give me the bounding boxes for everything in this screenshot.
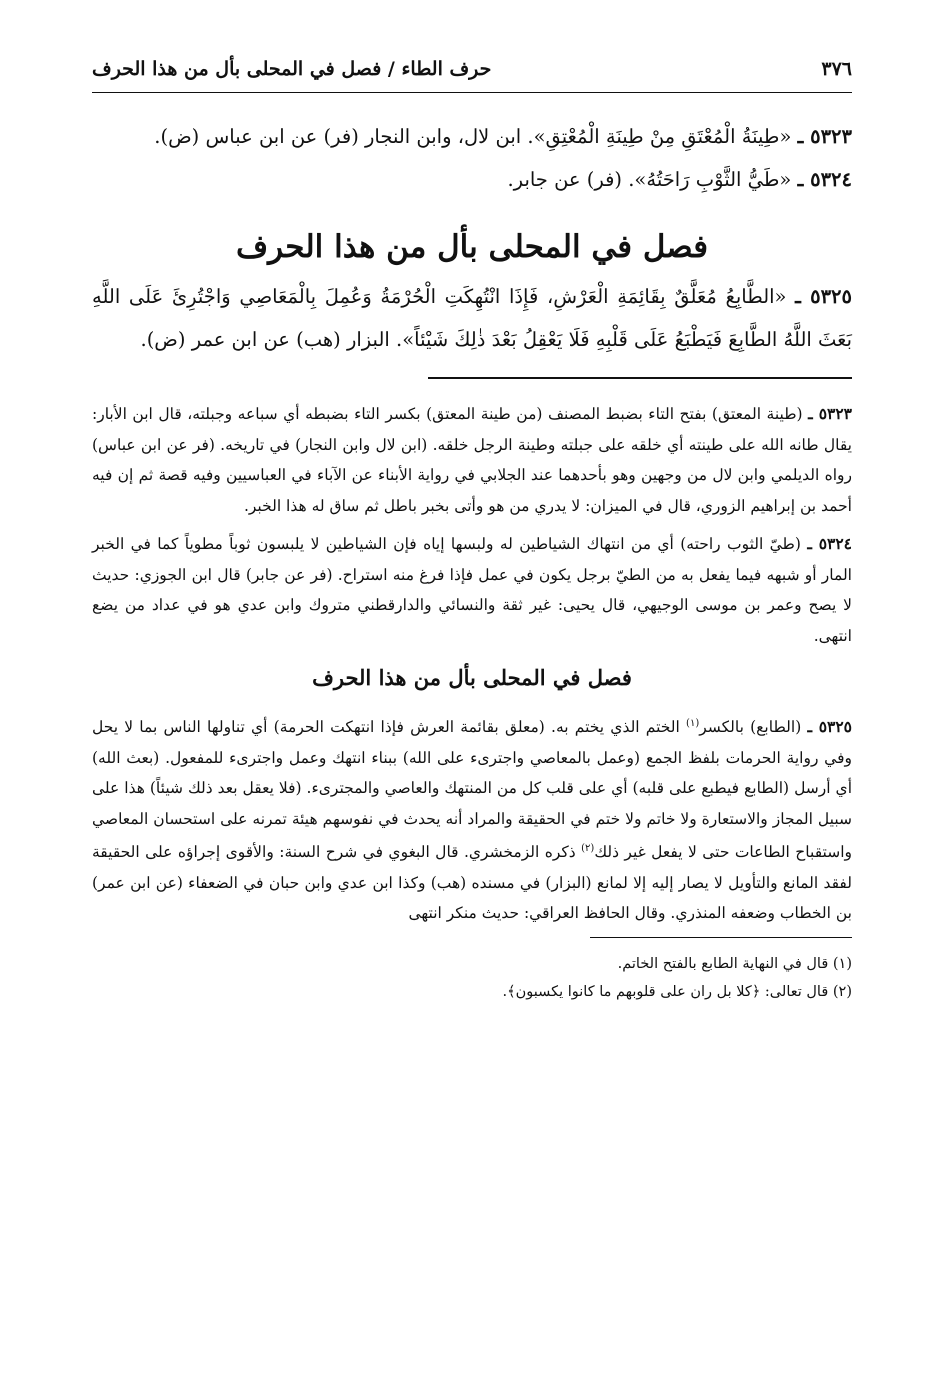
commentary-text: (طينة المعتق) بفتح التاء بضبط المصنف (من طينة المعتق) بكسر التاء بضبطه أي سباعه وجبلته، قال ابن الأبار: يقال طانه الله على طينته أي خلقه على جبلته وطينة الرجل خلقه. (ابن لال وابن النجار) في تاريخه. (فر عن ابن عباس) رواه الديلمي وابن لال من وجهين وهو بأحدهما عند الجلابي في رواية الأبناء عن الآباء في العباسيين وفيه قصة ثم إن فيه أحمد بن إبراهيم الزوري، قال في الميزان: لا يدري من هو وأتى بخبر باطل ثم ساق له هذا الخبر.	[92, 405, 852, 515]
commentary-text-part3: ذكره الزمخشري. قال البغوي في شرح السنة: والأقوى إجراؤه على الحقيقة لفقد المانع والتأويل لا يصار إليه إلا لمانع (البزار) في مسنده (هب) وكذا ابن عدي وابن حبان في الضعفاء (عن ابن عمر) بن الخطاب وضعفه المنذري. وقال الحافظ العراقي: حديث منكر انتهى	[92, 843, 852, 923]
page-number: ٣٧٦	[821, 58, 852, 80]
hadith-text: «طَيُّ الثَّوْبِ رَاحَتُهُ». (فر) عن جابر.	[507, 168, 792, 191]
commentary-5323	[92, 399, 852, 521]
section-title: فصل في المحلى بأل من هذا الحرف	[235, 229, 709, 265]
footnote-ref-2[interactable]: (٢)	[581, 843, 595, 855]
running-header	[92, 52, 852, 93]
header-title: حرف الطاء / فصل في المحلى بأل من هذا الحرف	[92, 58, 492, 80]
commentary-5324	[92, 529, 852, 651]
commentary-number: ٥٣٢٤ ـ	[807, 534, 852, 553]
hadith-5325	[92, 275, 852, 361]
hadith-text: «طِينَةُ الْمُعْتَقِ مِنْ طِينَةِ الْمُعْتِقِ». ابن لال، وابن النجار (فر) عن ابن عباس (ض).	[154, 125, 792, 148]
hadith-number: ٥٣٢٣ ـ	[797, 125, 852, 148]
footnote-divider	[590, 937, 852, 938]
footnote-2: (٢) قال تعالى: ﴿كلا بل ران على قلوبهم ما كانوا يكسبون﴾.	[502, 983, 852, 1000]
commentary-section-title: فصل في المحلى بأل من هذا الحرف	[312, 665, 632, 690]
footnote-1: (١) قال في النهاية الطابع بالفتح الخاتم.	[617, 955, 852, 972]
hadith-5323	[92, 115, 852, 158]
commentary-text-part1: (الطابع) بالكسر	[699, 718, 802, 737]
footnote-ref-1[interactable]: (١)	[686, 718, 700, 729]
commentary-divider	[428, 377, 852, 379]
commentary-number: ٥٣٢٥ ـ	[807, 717, 852, 737]
commentary-text-part2: الختم الذي يختم به. (معلق بقائمة العرش فإذا انتهكت الحرمة) أي تناولها الناس بما لا يحل وفي رواية الحرمات بلفظ الجمع (وعمل بالمعاصي واجترىء على الله) ببناء انتهك وعمل واجترىء للمفعول. (بعث الله) أي أرسل (الطابع فيطبع على قلبه) أي على قلب كل من المنتهك والعاصي والمجترىء. (فلا يعقل بعد ذلك شيئاً) هذا على سبيل المجاز والاستعارة ولا خاتم ولا ختم في الحقيقة والمراد أنه يحدث في نفوسهم هيئة تمرنه على استحسان المعاصي واستقباح الطاعات حتى لا يفعل غير ذلك	[92, 718, 852, 862]
hadith-number: ٥٣٢٤ ـ	[797, 168, 852, 191]
hadith-text: «الطَّابِعُ مُعَلَّقٌ بِقَائِمَةِ الْعَرْشِ، فَإِذَا انْتُهِكَتِ الْحُرْمَةُ وَعُمِلَ بِالْمَعَاصِي وَاجْتُرِئَ عَلَى اللَّهِ بَعَثَ اللَّهُ الطَّابِعَ فَيَطْبَعُ عَلَى قَلْبِهِ فَلَا يَعْقِلُ بَعْدَ ذٰلِكَ شَيْئاً». البزار (هب) عن ابن عمر (ض).	[92, 285, 852, 351]
hadith-number: ٥٣٢٥ ـ	[795, 285, 852, 308]
hadith-5324	[92, 158, 852, 201]
commentary-number: ٥٣٢٣ ـ	[808, 404, 852, 423]
commentary-text: (طيّ الثوب راحته) أي من انتهاك الشياطين له ولبسها إياه فإن الشياطين لا يلبسون ثوباً مطوياً كما في الخبر المار أو شبهه فيما يفعل به من الطيّ برجل يكون في عمل فإذا فرغ منه استراح. (فر عن جابر) قال ابن الجوزي: حديث لا يصح وعمر بن موسى الوجيهي، قال يحيى: غير ثقة والنسائي والدارقطني متروك وابن عدي هو في عداد من يضع انتهى.	[92, 535, 852, 645]
page	[92, 52, 852, 1006]
commentary-5325	[92, 709, 852, 929]
